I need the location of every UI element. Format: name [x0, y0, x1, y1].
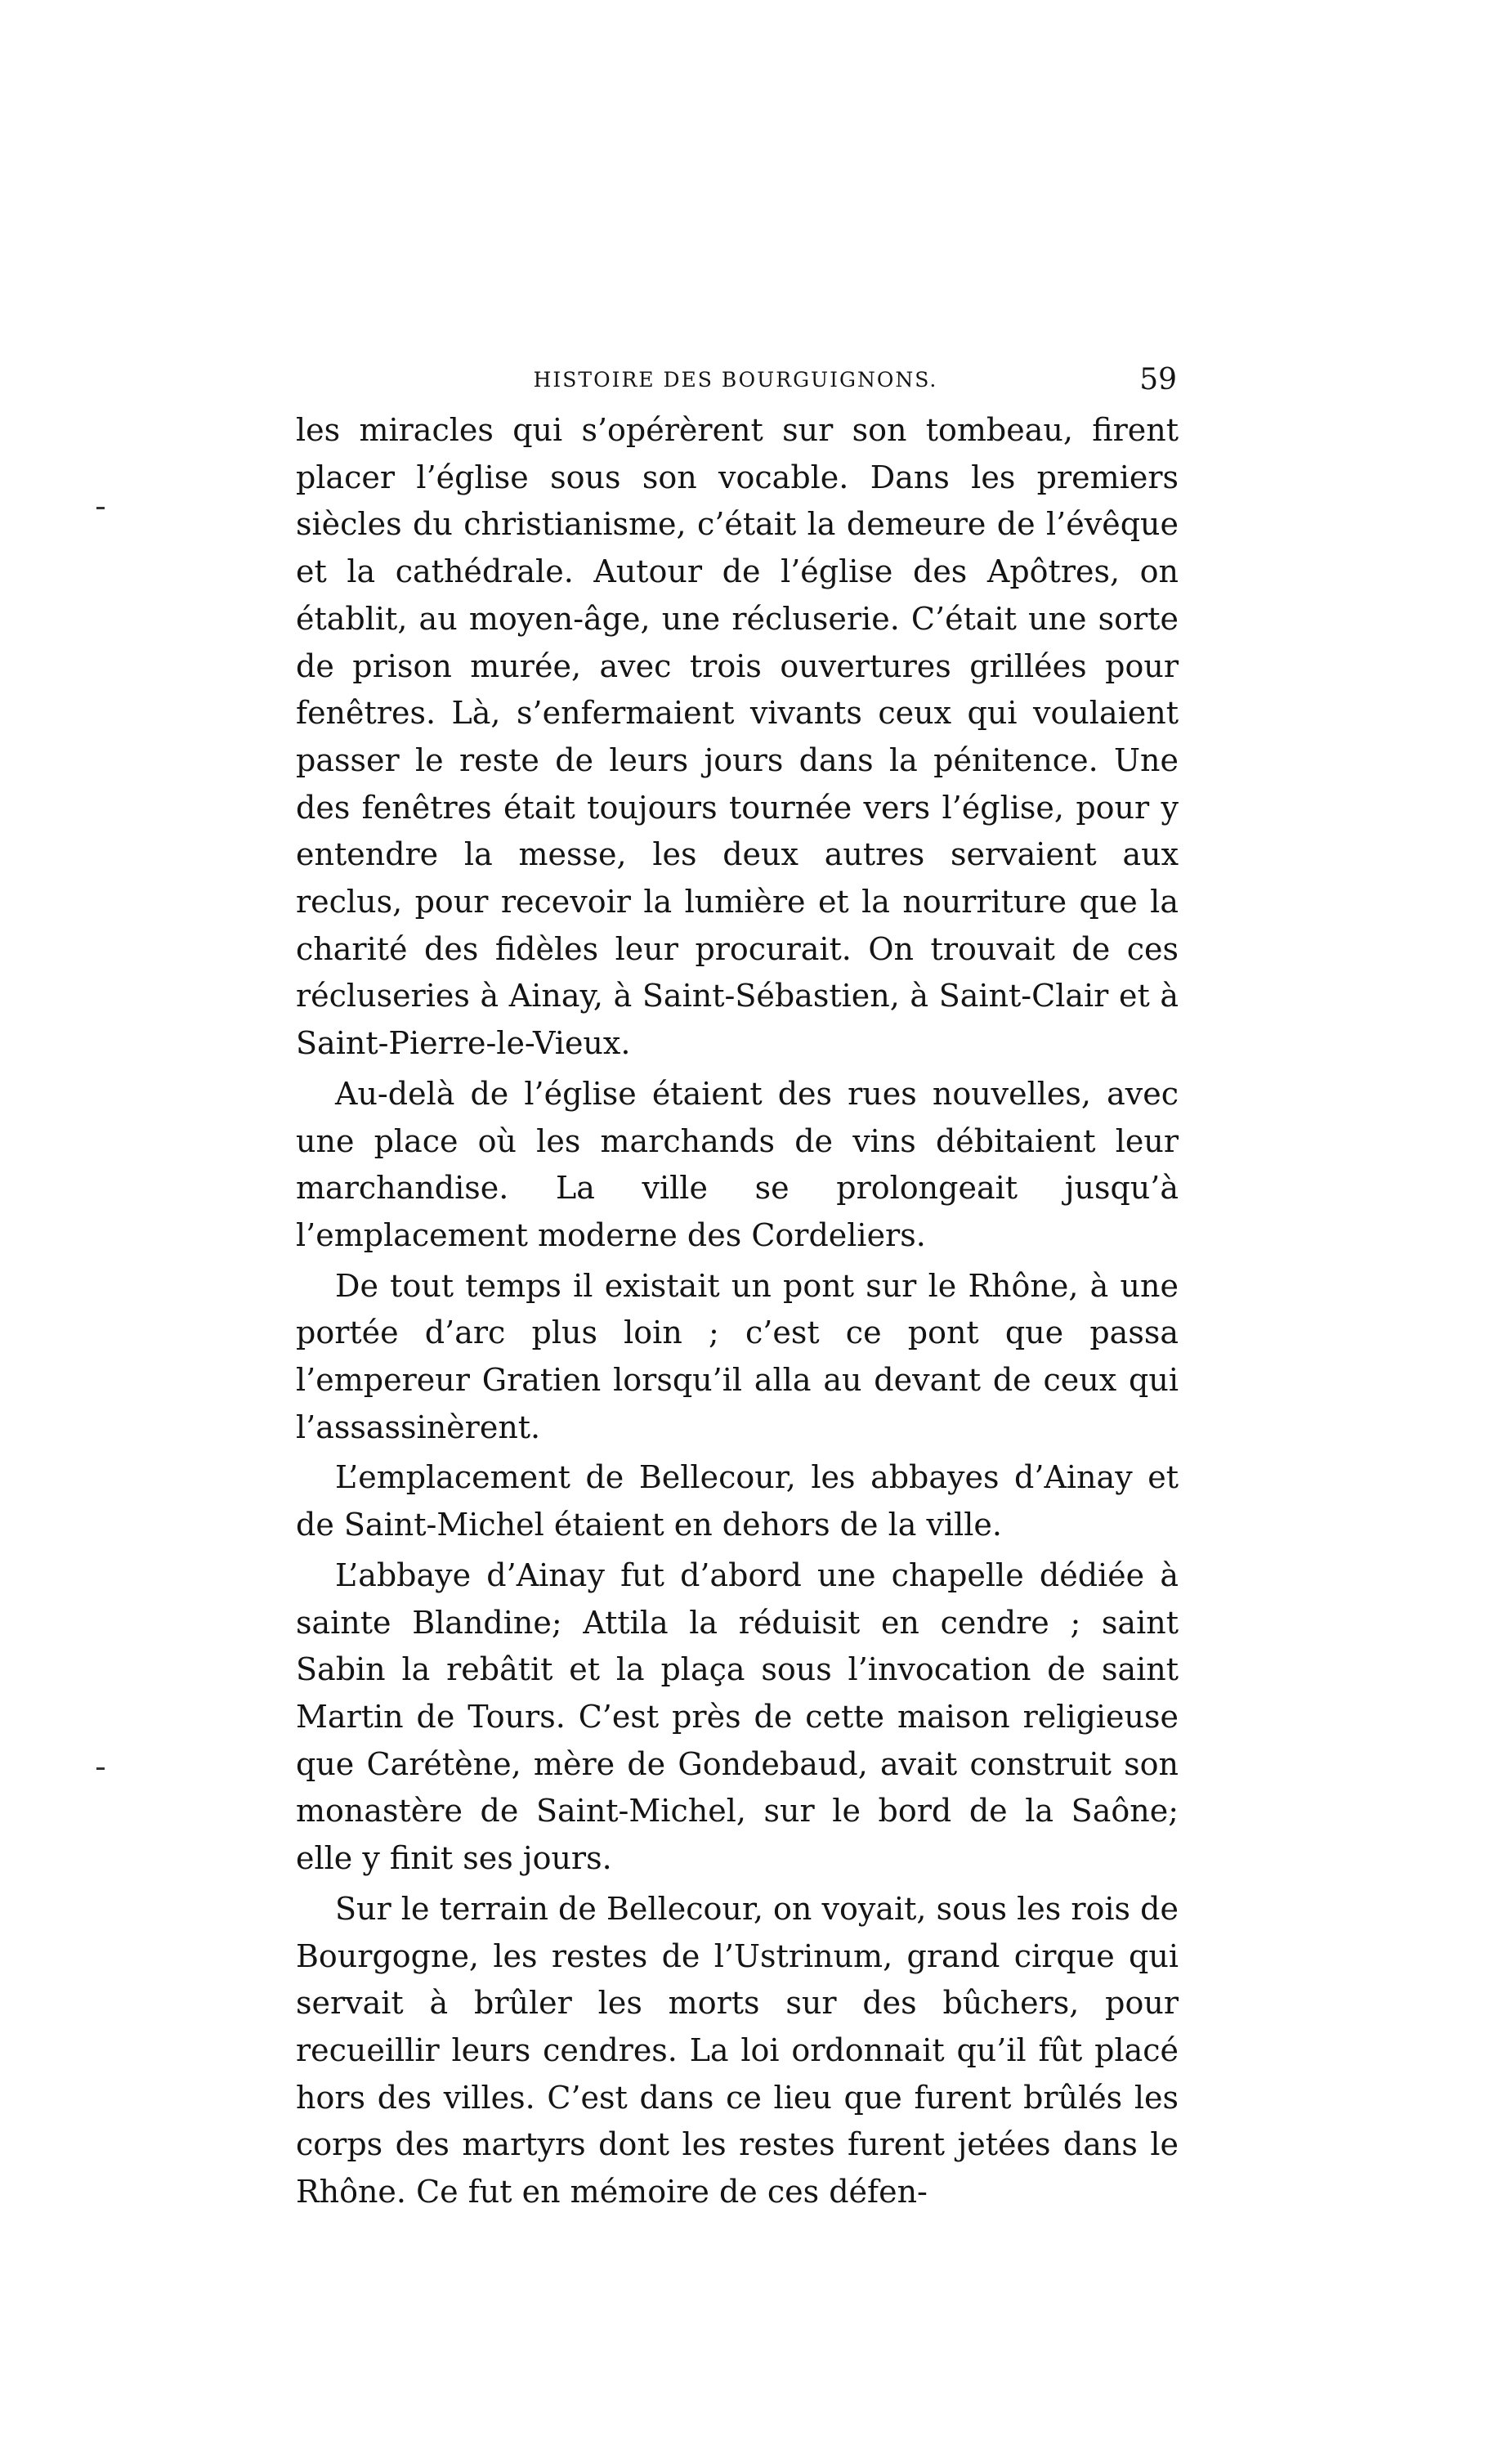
margin-mark [96, 1767, 105, 1770]
running-title: HISTOIRE DES BOURGUIGNONS. [533, 368, 938, 392]
running-head [294, 360, 1177, 401]
paragraph: De tout temps il existait un pont sur le Rhône, à une portée d’arc plus loin ; c’est ce pont que passa l’empereur Gratien lorsqu’il alla au devant de ceux qui l’assassinèrent. [296, 1267, 1179, 1445]
body-text [296, 407, 1179, 2219]
paragraph: Au-delà de l’église étaient des rues nouvelles, avec une place où les marchands de vins débitaient leur marchandise. La ville se prolongeait jusqu’à l’emplacement moderne des Cordeliers. [296, 1075, 1179, 1253]
paragraph: L’abbaye d’Ainay fut d’abord une chapelle dédiée à sainte Blandine; Attila la réduisit en cendre ; saint Sabin la rebâtit et la plaça sous l’invocation de saint Martin de Tours. C’est près de cette maison religieuse que Carétène, mère de Gondebaud, avait construit son monastère de Saint-Michel, sur le bord de la Saône; elle y finit ses jours. [296, 1556, 1179, 1877]
paragraph: Sur le terrain de Bellecour, on voyait, sous les rois de Bourgogne, les restes de l’Ustrinum, grand cirque qui servait à brûler les morts sur des bûchers, pour recueillir leurs cendres. La loi ordonnait qu’il fût placé hors des villes. C’est dans ce lieu que furent brûlés les corps des martyrs dont les restes furent jetées dans le Rhône. Ce fut en mémoire de ces défen- [296, 1890, 1179, 2210]
paragraph: les miracles qui s’opérèrent sur son tombeau, firent placer l’église sous son vocable. Dans les premiers siècles du christianisme, c’était la demeure de l’évêque et la cathédrale. Autour de l’église des Apôtres, on établit, au moyen-âge, une récluserie. C’était une sorte de prison murée, avec trois ouvertures grillées pour fenêtres. Là, s’enfermaient vivants ceux qui voulaient passer le reste de leurs jours dans la pénitence. Une des fenêtres était toujours tournée vers l’église, pour y entendre la messe, les deux autres servaient aux reclus, pour recevoir la lumière et la nourriture que la charité des fidèles leur procurait. On trouvait de ces récluseries à Ainay, à Saint-Sébastien, à Saint-Clair et à Saint-Pierre-le-Vieux. [296, 412, 1179, 1062]
margin-mark [96, 507, 105, 509]
paragraph: L’emplacement de Bellecour, les abbayes d’Ainay et de Saint-Michel étaient en dehors de la ville. [296, 1459, 1179, 1543]
page-number: 59 [1139, 363, 1177, 396]
